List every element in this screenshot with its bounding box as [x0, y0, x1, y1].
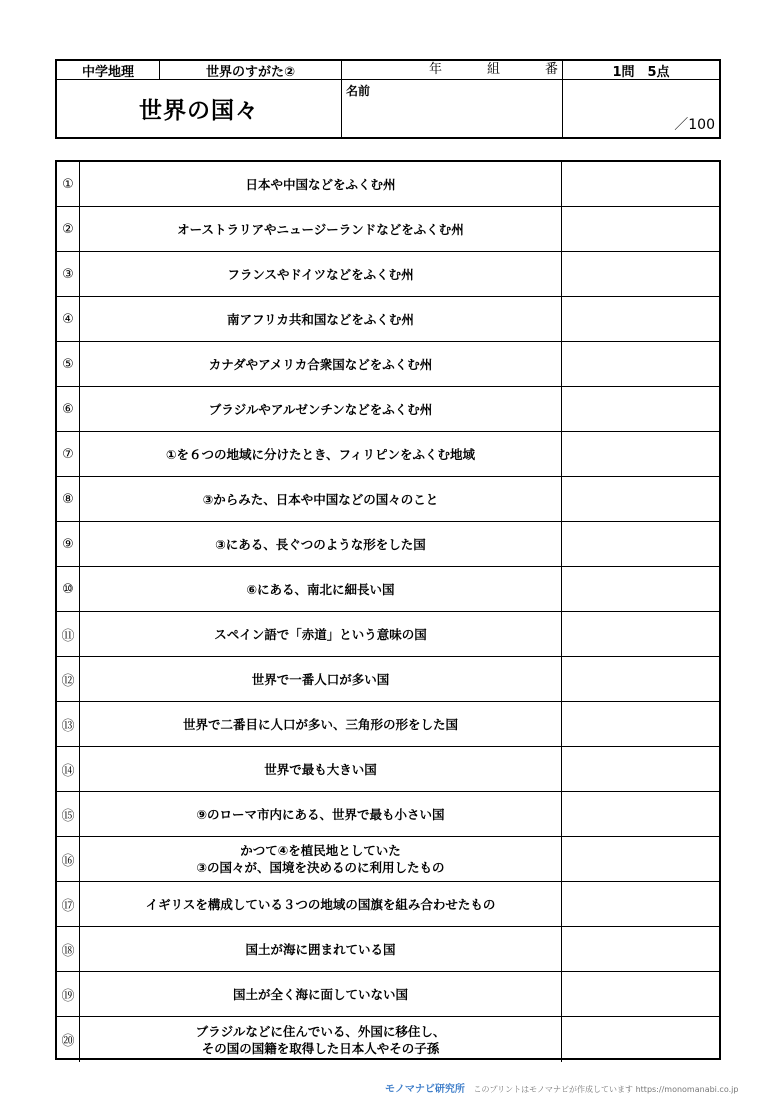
answer-cell[interactable] — [562, 1017, 719, 1062]
table-row — [57, 972, 719, 1017]
subject-label: 中学地理 — [81, 64, 134, 80]
table-row — [57, 882, 719, 927]
answer-cell[interactable] — [562, 162, 719, 206]
footer — [385, 1080, 738, 1095]
question-text: スペイン語で「赤道」という意味の国 — [80, 612, 562, 656]
table-row — [57, 477, 719, 522]
question-number: ⑱ — [57, 927, 80, 971]
unit-label: 世界のすがた② — [205, 64, 295, 80]
page-title: 世界の国々 — [139, 98, 259, 124]
answer-cell[interactable] — [562, 387, 719, 431]
answer-cell[interactable] — [562, 252, 719, 296]
question-number: ⑮ — [57, 792, 80, 836]
question-text: 世界で最も大きい国 — [80, 747, 562, 791]
question-number: ⑨ — [57, 522, 80, 566]
table-row — [57, 567, 719, 612]
question-number: ⑬ — [57, 702, 80, 746]
question-number: ⑰ — [57, 882, 80, 926]
question-number: ⑩ — [57, 567, 80, 611]
question-text: 世界で一番人口が多い国 — [80, 657, 562, 701]
question-number: ⑤ — [57, 342, 80, 386]
answer-cell[interactable] — [562, 972, 719, 1016]
question-number: ⑧ — [57, 477, 80, 521]
question-text: ブラジルなどに住んでいる、外国に移住し、 その国の国籍を取得した日本人やその子孫 — [80, 1017, 562, 1062]
question-text: ⑨のローマ市内にある、世界で最も小さい国 — [80, 792, 562, 836]
answer-cell[interactable] — [562, 747, 719, 791]
answer-cell[interactable] — [562, 477, 719, 521]
table-row — [57, 837, 719, 882]
name-field[interactable] — [342, 80, 562, 137]
scoring-label: 1問 5点 — [612, 64, 670, 80]
answer-cell[interactable] — [562, 522, 719, 566]
question-text: ③からみた、日本や中国などの国々のこと — [80, 477, 562, 521]
question-text: ①を６つの地域に分けたとき、フィリピンをふくむ地域 — [80, 432, 562, 476]
question-text: かつて④を植民地としていた ③の国々が、国境を決めるのに利用したもの — [80, 837, 562, 881]
question-number: ⑥ — [57, 387, 80, 431]
year-label: 年 — [429, 62, 443, 77]
table-row — [57, 702, 719, 747]
answer-cell[interactable] — [562, 792, 719, 836]
score-total: ／100 — [674, 117, 715, 133]
table-row — [57, 522, 719, 567]
question-text: オーストラリアやニュージーランドなどをふくむ州 — [80, 207, 562, 251]
question-number: ⑭ — [57, 747, 80, 791]
answer-cell[interactable] — [562, 837, 719, 881]
name-label: 名前 — [346, 84, 371, 98]
answer-cell[interactable] — [562, 432, 719, 476]
question-number: ⑫ — [57, 657, 80, 701]
answer-cell[interactable] — [562, 342, 719, 386]
answer-cell[interactable] — [562, 882, 719, 926]
question-number: ③ — [57, 252, 80, 296]
question-text: ⑥にある、南北に細長い国 — [80, 567, 562, 611]
question-text: 世界で二番目に人口が多い、三角形の形をした国 — [80, 702, 562, 746]
answer-cell[interactable] — [562, 297, 719, 341]
answer-cell[interactable] — [562, 927, 719, 971]
table-row — [57, 342, 719, 387]
class-label: 組 — [487, 62, 501, 77]
table-row — [57, 252, 719, 297]
answer-cell[interactable] — [562, 657, 719, 701]
table-row — [57, 162, 719, 207]
question-number: ⑳ — [57, 1017, 80, 1062]
question-number: ⑦ — [57, 432, 80, 476]
worksheet-header — [55, 59, 721, 139]
answer-cell[interactable] — [562, 612, 719, 656]
question-text: カナダやアメリカ合衆国などをふくむ州 — [80, 342, 562, 386]
question-number: ⑯ — [57, 837, 80, 881]
table-row — [57, 387, 719, 432]
table-row — [57, 1017, 719, 1062]
question-text: ブラジルやアルゼンチンなどをふくむ州 — [80, 387, 562, 431]
question-text: ③にある、長ぐつのような形をした国 — [80, 522, 562, 566]
question-table — [55, 160, 721, 1060]
question-text: 日本や中国などをふくむ州 — [80, 162, 562, 206]
table-row — [57, 927, 719, 972]
answer-cell[interactable] — [562, 567, 719, 611]
brand-logo: モノマナビ研究所 — [385, 1084, 465, 1095]
answer-cell[interactable] — [562, 702, 719, 746]
question-text: 国土が海に囲まれている国 — [80, 927, 562, 971]
table-row — [57, 747, 719, 792]
table-row — [57, 657, 719, 702]
number-label: 番 — [545, 62, 559, 77]
table-row — [57, 612, 719, 657]
question-text: 南アフリカ共和国などをふくむ州 — [80, 297, 562, 341]
table-row — [57, 297, 719, 342]
question-number: ① — [57, 162, 80, 206]
question-number: ⑲ — [57, 972, 80, 1016]
footer-note: このプリントはモノマナビが作成しています https://monomanabi.co.jp — [473, 1085, 739, 1094]
question-number: ④ — [57, 297, 80, 341]
table-row — [57, 207, 719, 252]
question-number: ② — [57, 207, 80, 251]
question-text: フランスやドイツなどをふくむ州 — [80, 252, 562, 296]
question-number: ⑪ — [57, 612, 80, 656]
table-row — [57, 792, 719, 837]
question-text: イギリスを構成している３つの地域の国旗を組み合わせたもの — [80, 882, 562, 926]
answer-cell[interactable] — [562, 207, 719, 251]
table-row — [57, 432, 719, 477]
question-text: 国土が全く海に面していない国 — [80, 972, 562, 1016]
